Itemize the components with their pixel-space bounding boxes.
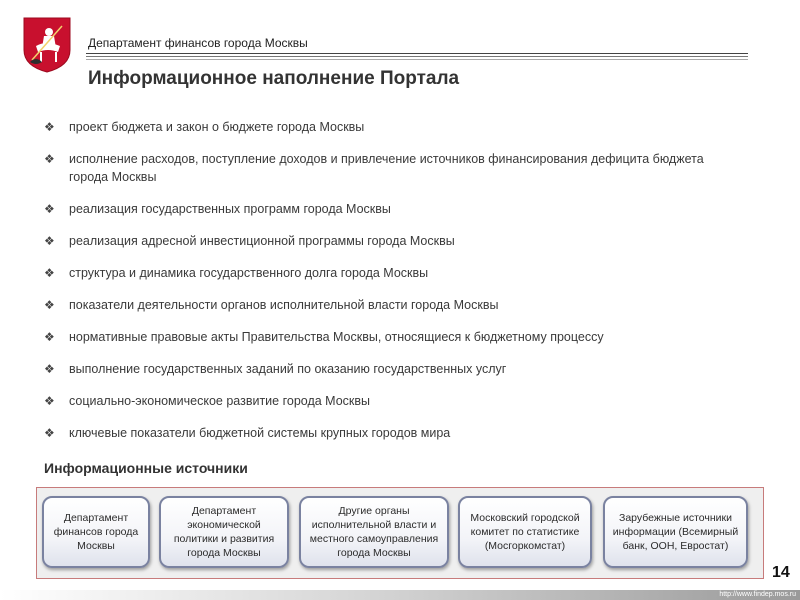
bullet-item [44,328,744,346]
page-number: 14 [772,564,790,581]
bullet-item [44,118,744,136]
source-box-finance-dept [42,496,150,568]
bullet-text: структура и динамика государственного долга города Москвы [69,266,429,280]
bullet-item [44,424,744,442]
diamond-bullet-icon: ❖ [44,120,55,134]
source-label: Департамент финансов города Москвы [53,512,139,552]
diamond-bullet-icon: ❖ [44,202,55,216]
diamond-bullet-icon: ❖ [44,330,55,344]
diamond-bullet-icon: ❖ [44,394,55,408]
bullet-item [44,200,744,218]
bullet-item [44,232,744,250]
source-label: Департамент экономической политики и развития города Москвы [173,505,275,559]
bullet-item [44,296,744,314]
bullet-text: ключевые показатели бюджетной системы крупных городов мира [69,426,451,440]
source-label: Другие органы исполнительной власти и местного самоуправления города Москвы [309,505,439,559]
source-box-mosgorkomstat [458,496,592,568]
sources-band [36,487,764,579]
bullet-item [44,150,744,186]
diamond-bullet-icon: ❖ [44,266,55,280]
bullet-text: реализация адресной инвестиционной программы города Москвы [69,234,455,248]
bullet-text: социально-экономическое развитие города Москвы [69,394,371,408]
page-title: Информационное наполнение Портала [88,68,460,89]
source-box-other-authorities [299,496,449,568]
bullet-text: реализация государственных программ города Москвы [69,202,391,216]
diamond-bullet-icon: ❖ [44,234,55,248]
source-label: Зарубежные источники информации (Всемирный банк, ООН, Евростат) [612,512,739,552]
bullet-text: проект бюджета и закон о бюджете города Москвы [69,120,365,134]
source-label: Московский городской комитет по статистике (Мосгоркомстат) [470,512,580,552]
source-box-foreign-sources [603,496,748,568]
diamond-bullet-icon: ❖ [44,152,55,166]
diamond-bullet-icon: ❖ [44,362,55,376]
diamond-bullet-icon: ❖ [44,426,55,440]
footer-bar [0,590,800,600]
source-box-economic-dept [159,496,289,568]
header-divider [86,53,748,60]
department-name: Департамент финансов города Москвы [88,36,308,50]
bullet-item [44,264,744,282]
content-bullet-list [44,118,744,456]
bullet-item [44,360,744,378]
diamond-bullet-icon: ❖ [44,298,55,312]
sources-heading: Информационные источники [44,460,248,476]
moscow-coat-of-arms-icon [22,16,72,74]
bullet-text: исполнение расходов, поступление доходов и привлечение источников финансирования дефицита бюджета города Москвы [69,152,704,184]
bullet-text: показатели деятельности органов исполнительной власти города Москвы [69,298,499,312]
footer-url: http://www.findep.mos.ru [719,591,796,598]
bullet-text: нормативные правовые акты Правительства Москвы, относящиеся к бюджетному процессу [69,330,604,344]
bullet-text: выполнение государственных заданий по оказанию государственных услуг [69,362,507,376]
bullet-item [44,392,744,410]
